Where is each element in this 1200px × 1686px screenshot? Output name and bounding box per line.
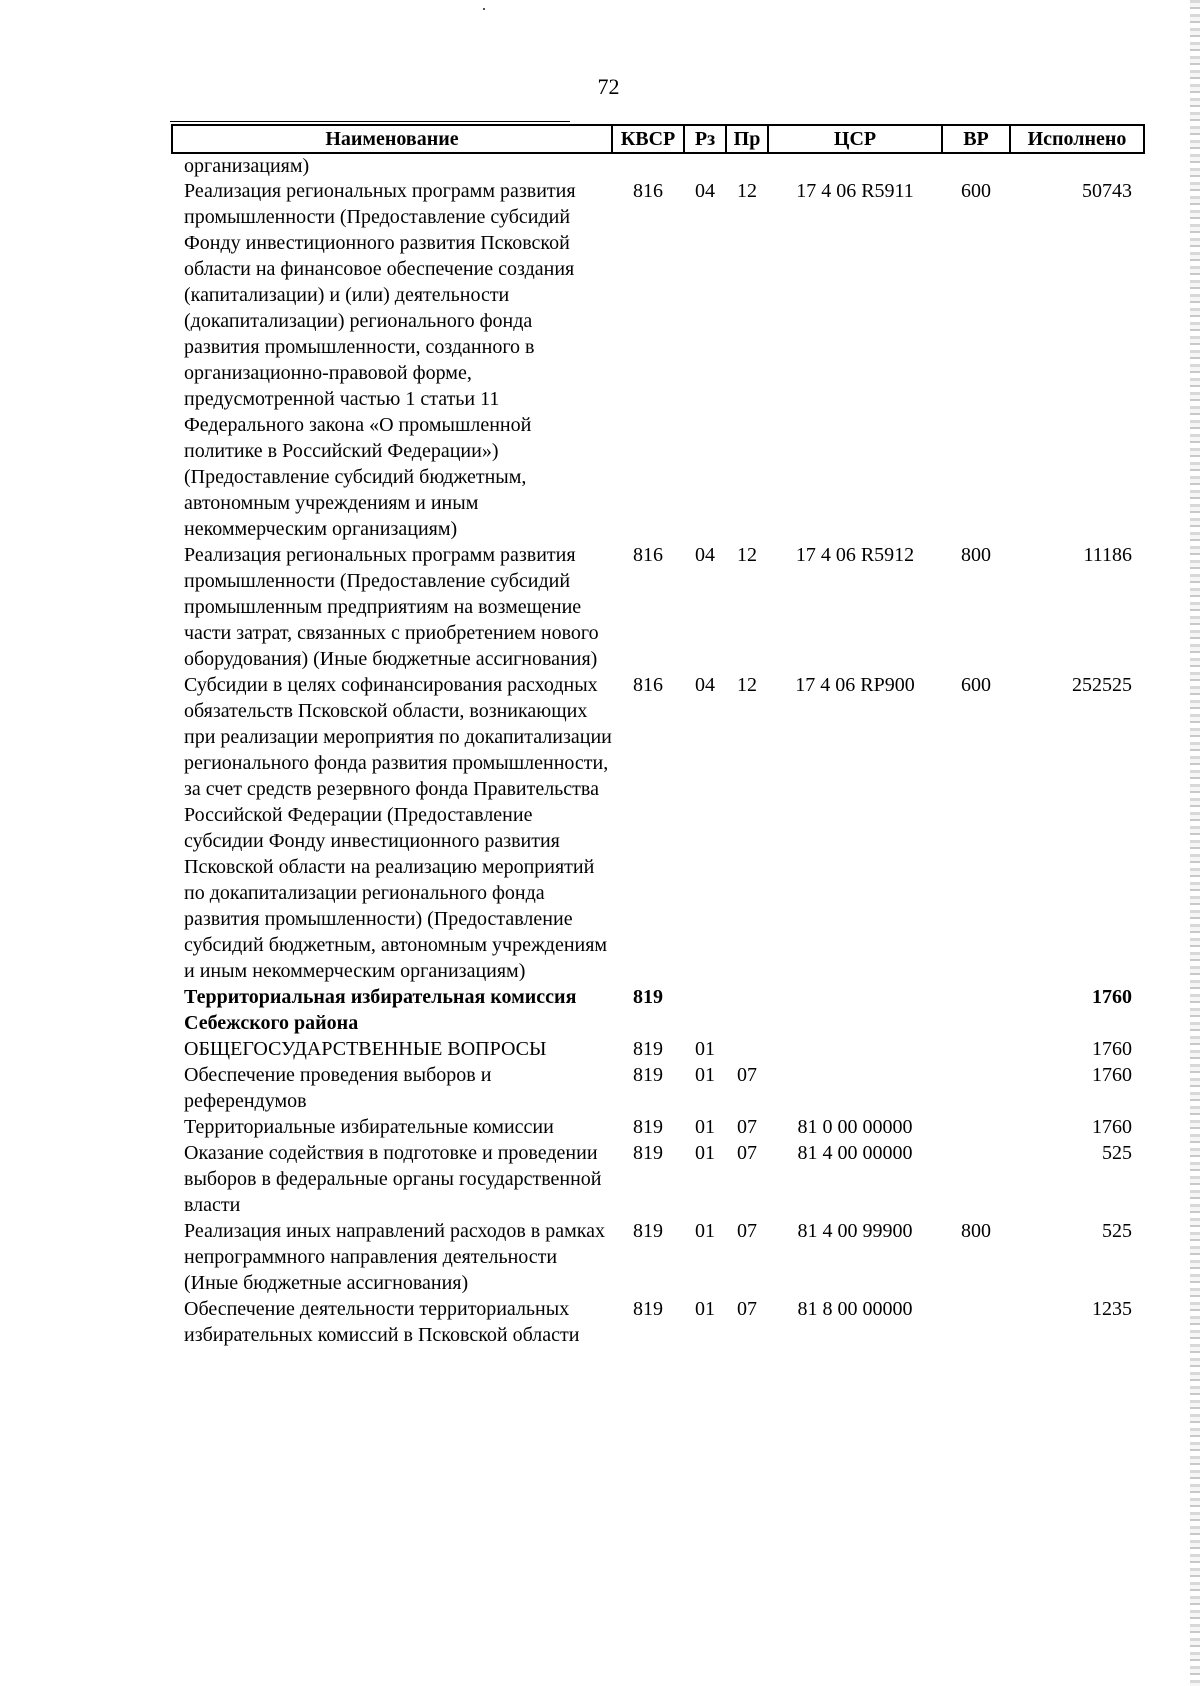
cell-name: Реализация иных направлений расходов в рамках непрограммного направления деятельности (Иные бюджетные ассигнования) — [184, 1220, 606, 1294]
cell-pr: 07 — [737, 1220, 757, 1242]
cell-csr: 81 4 00 00000 — [797, 1142, 913, 1164]
cell-kvsr: 819 — [633, 1116, 663, 1138]
cell-kvsr: 819 — [633, 1064, 663, 1086]
header-row — [172, 125, 1144, 153]
cell-vr: 600 — [961, 674, 991, 696]
cell-pr: 07 — [737, 1064, 757, 1086]
cell-vr — [942, 984, 1010, 1036]
cell-kvsr: 819 — [633, 1220, 663, 1242]
column-header-isp: Исполнено — [1010, 125, 1144, 153]
cell-isp: 252525 — [1072, 674, 1132, 696]
table-row — [172, 1114, 1144, 1140]
cell-kvsr: 819 — [633, 1142, 663, 1164]
cell-csr: 81 4 00 99900 — [797, 1220, 913, 1242]
cell-csr: 17 4 06 RP900 — [795, 674, 915, 696]
table-row — [172, 178, 1144, 542]
cell-rz — [684, 984, 726, 1036]
cell-name: Территориальные избирательные комиссии — [184, 1116, 554, 1138]
scan-speck — [483, 8, 485, 10]
cell-pr: 12 — [737, 544, 757, 566]
cell-rz: 01 — [695, 1142, 715, 1164]
cell-name: Оказание содействия в подготовке и проведении выборов в федеральные органы государственной власти — [184, 1142, 602, 1216]
budget-table — [171, 124, 1145, 1348]
cell-csr — [768, 984, 942, 1036]
cell-csr — [768, 153, 942, 178]
cell-kvsr: 816 — [633, 544, 663, 566]
column-header-name: Наименование — [172, 125, 612, 153]
cell-vr: 800 — [961, 1220, 991, 1242]
cell-rz: 01 — [695, 1116, 715, 1138]
cell-csr: 81 8 00 00000 — [797, 1298, 913, 1320]
cell-csr: 17 4 06 R5912 — [795, 544, 915, 566]
cell-rz: 04 — [695, 180, 715, 202]
cell-name: ОБЩЕГОСУДАРСТВЕННЫЕ ВОПРОСЫ — [184, 1038, 547, 1060]
cell-pr — [726, 984, 768, 1036]
cell-isp: 1760 — [1092, 986, 1132, 1008]
cell-csr: 17 4 06 R5911 — [796, 180, 914, 202]
column-header-kvsr: КВСР — [612, 125, 684, 153]
cell-kvsr: 816 — [633, 674, 663, 696]
cell-kvsr — [612, 153, 684, 178]
table-row — [172, 1140, 1144, 1218]
cell-vr: 800 — [961, 544, 991, 566]
cell-rz — [684, 153, 726, 178]
cell-name: Субсидии в целях софинансирования расходных обязательств Псковской области, возникающих при реализации мероприятия по докапитализации регионального фонда развития промышленности, за счет средств резервного фонда Правительства Российской Федерации (Предоставление субсидии Фонду инвестиционного развития Псковской области на реализацию мероприятий по докапитализации регионального фонда развития промышленности) (Предоставление субсидий бюджетным, автономным учреждениям и иным некоммерческим организациям) — [184, 674, 612, 982]
table-row — [172, 1062, 1144, 1114]
cell-kvsr: 819 — [633, 986, 663, 1008]
cell-rz: 04 — [695, 544, 715, 566]
cell-pr: 12 — [737, 674, 757, 696]
cell-kvsr: 819 — [633, 1298, 663, 1320]
cell-csr — [768, 1036, 942, 1062]
cell-name: Реализация региональных программ развития промышленности (Предоставление субсидий промышленным предприятиям на возмещение части затрат, связанных с приобретением нового оборудования) (Иные бюджетные ассигнования) — [184, 544, 599, 670]
cell-rz: 01 — [695, 1038, 715, 1060]
cell-name: Реализация региональных программ развития промышленности (Предоставление субсидий Фонду инвестиционного развития Псковской области на финансовое обеспечение создания (капитализации) и (или) деятельности (докапитализации) регионального фонда развития промышленности, созданного в организационно-правовой форме, предусмотренной частью 1 статьи 11 Федерального закона «О промышленной политике в Российский Федерации») (Предоставление субсидий бюджетным, автономным учреждениям и иным некоммерческим организациям) — [184, 180, 576, 540]
column-header-vr: ВР — [942, 125, 1010, 153]
cell-name: организациям) — [184, 155, 310, 177]
cell-vr — [942, 153, 1010, 178]
table-row — [172, 1218, 1144, 1296]
cell-vr — [942, 1140, 1010, 1218]
cell-name: Территориальная избирательная комиссия Себежского района — [184, 986, 577, 1034]
cell-csr: 81 0 00 00000 — [797, 1116, 913, 1138]
cell-name: Обеспечение деятельности территориальных избирательных комиссий в Псковской области — [184, 1298, 580, 1346]
cell-vr — [942, 1036, 1010, 1062]
cell-rz: 04 — [695, 674, 715, 696]
page-number: 72 — [597, 74, 620, 99]
cell-name: Обеспечение проведения выборов и референдумов — [184, 1064, 492, 1112]
column-header-csr: ЦСР — [768, 125, 942, 153]
cell-vr — [942, 1062, 1010, 1114]
cell-rz: 01 — [695, 1064, 715, 1086]
cell-pr — [726, 1036, 768, 1062]
cell-isp: 525 — [1102, 1220, 1132, 1242]
cell-kvsr: 819 — [633, 1038, 663, 1060]
table-row — [172, 1036, 1144, 1062]
cell-isp: 50743 — [1082, 180, 1132, 202]
cell-isp: 525 — [1102, 1142, 1132, 1164]
scan-edge-artifact — [1190, 0, 1200, 1686]
cell-rz: 01 — [695, 1220, 715, 1242]
cell-isp: 1235 — [1092, 1298, 1132, 1320]
cell-vr — [942, 1296, 1010, 1348]
table-row — [172, 672, 1144, 984]
table-header — [172, 125, 1144, 153]
column-header-pr: Пр — [726, 125, 768, 153]
cell-kvsr: 816 — [633, 180, 663, 202]
cell-isp: 1760 — [1092, 1038, 1132, 1060]
cell-pr: 07 — [737, 1116, 757, 1138]
cell-isp — [1010, 153, 1144, 178]
table-row — [172, 1296, 1144, 1348]
cell-csr — [768, 1062, 942, 1114]
column-header-rz: Рз — [684, 125, 726, 153]
cell-pr: 07 — [737, 1142, 757, 1164]
table-body — [172, 153, 1144, 1348]
cell-vr — [942, 1114, 1010, 1140]
header-overline — [170, 121, 570, 122]
cell-rz: 01 — [695, 1298, 715, 1320]
cell-vr: 600 — [961, 180, 991, 202]
cell-isp: 1760 — [1092, 1116, 1132, 1138]
cell-pr — [726, 153, 768, 178]
table-row — [172, 542, 1144, 672]
cell-pr: 07 — [737, 1298, 757, 1320]
cell-isp: 1760 — [1092, 1064, 1132, 1086]
table-row — [172, 153, 1144, 178]
cell-pr: 12 — [737, 180, 757, 202]
cell-isp: 11186 — [1083, 544, 1132, 566]
table-row — [172, 984, 1144, 1036]
